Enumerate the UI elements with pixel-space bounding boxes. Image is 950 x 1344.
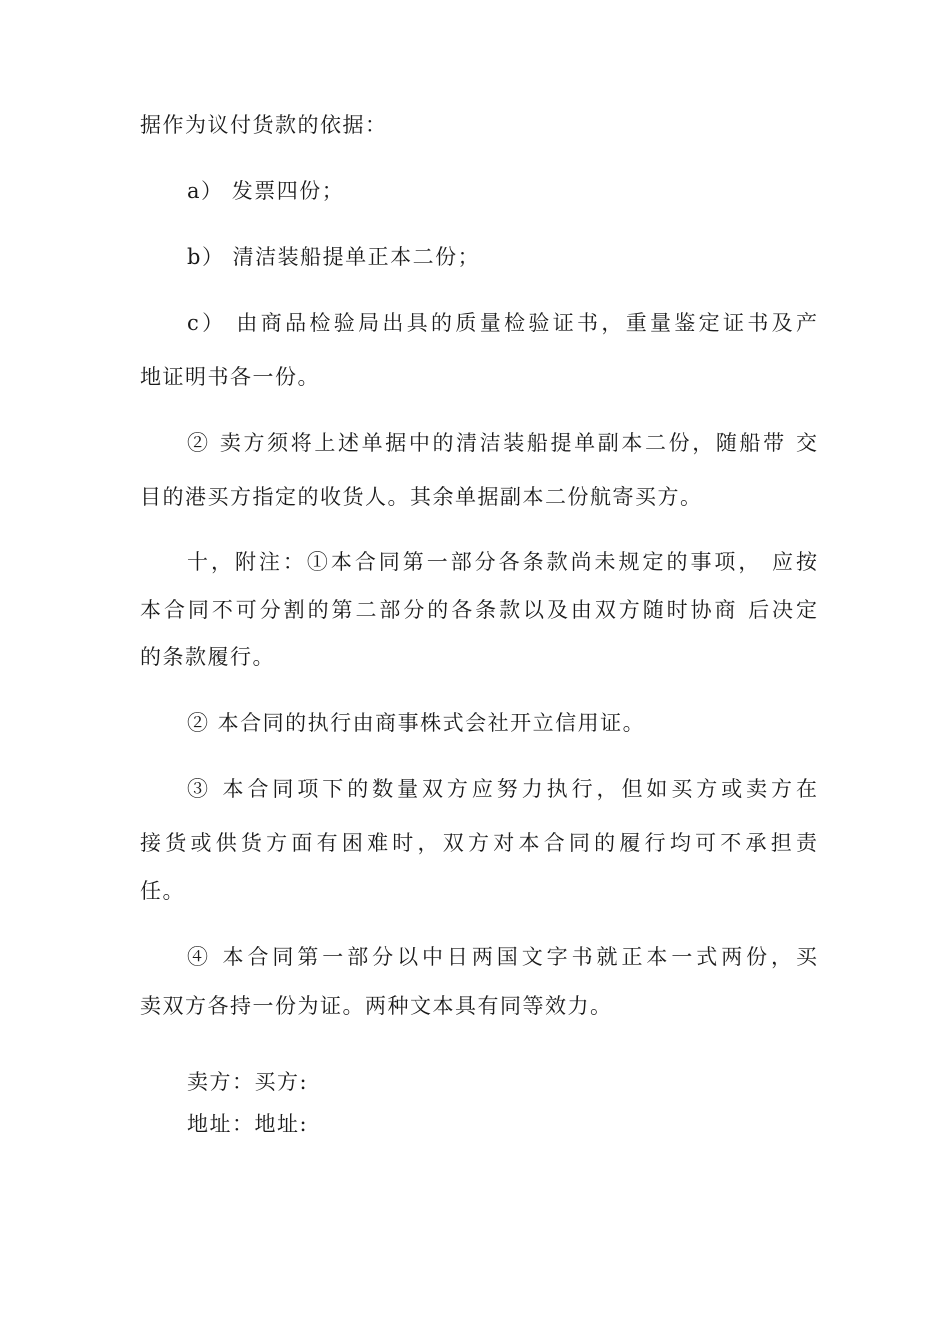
paragraph-seller-documents-continuation: 目的港买方指定的收货人。其余单据副本二份航寄买方。 <box>140 485 703 509</box>
paragraph-line: 据作为议付货款的依据： <box>140 113 388 137</box>
list-item-c: c） 由商品检验局出具的质量检验证书，重量鉴定证书及产 <box>187 311 817 335</box>
list-item-a: a） 发票四份； <box>187 179 345 203</box>
list-item-b: b） 清洁装船提单正本二份； <box>187 245 481 269</box>
signature-addresses: 地址：地址: <box>187 1112 309 1136</box>
paragraph-letter-of-credit: ② 本合同的执行由商事株式会社开立信用证。 <box>187 711 646 735</box>
paragraph-notes: 十，附注：①本合同第一部分各条款尚未规定的事项， 应按 <box>187 550 817 574</box>
paragraph-seller-documents: ② 卖方须将上述单据中的清洁装船提单副本二份，随船带 交 <box>187 431 817 455</box>
paragraph-quantity-line-3: 任。 <box>140 879 185 903</box>
paragraph-quantity-line-2: 接货或供货方面有困难时，双方对本合同的履行均可不承担责 <box>140 831 817 855</box>
paragraph-copies: ④ 本合同第一部分以中日两国文字书就正本一式两份，买 <box>187 945 817 969</box>
signature-parties: 卖方：买方: <box>187 1070 309 1094</box>
paragraph-notes-line-2: 本合同不可分割的第二部分的各条款以及由双方随时协商 后决定 <box>140 598 817 622</box>
list-item-c-continuation: 地证明书各一份。 <box>140 365 320 389</box>
paragraph-copies-line-2: 卖双方各持一份为证。两种文本具有同等效力。 <box>140 994 613 1018</box>
paragraph-notes-line-3: 的条款履行。 <box>140 645 275 669</box>
paragraph-quantity: ③ 本合同项下的数量双方应努力执行，但如买方或卖方在 <box>187 777 817 801</box>
